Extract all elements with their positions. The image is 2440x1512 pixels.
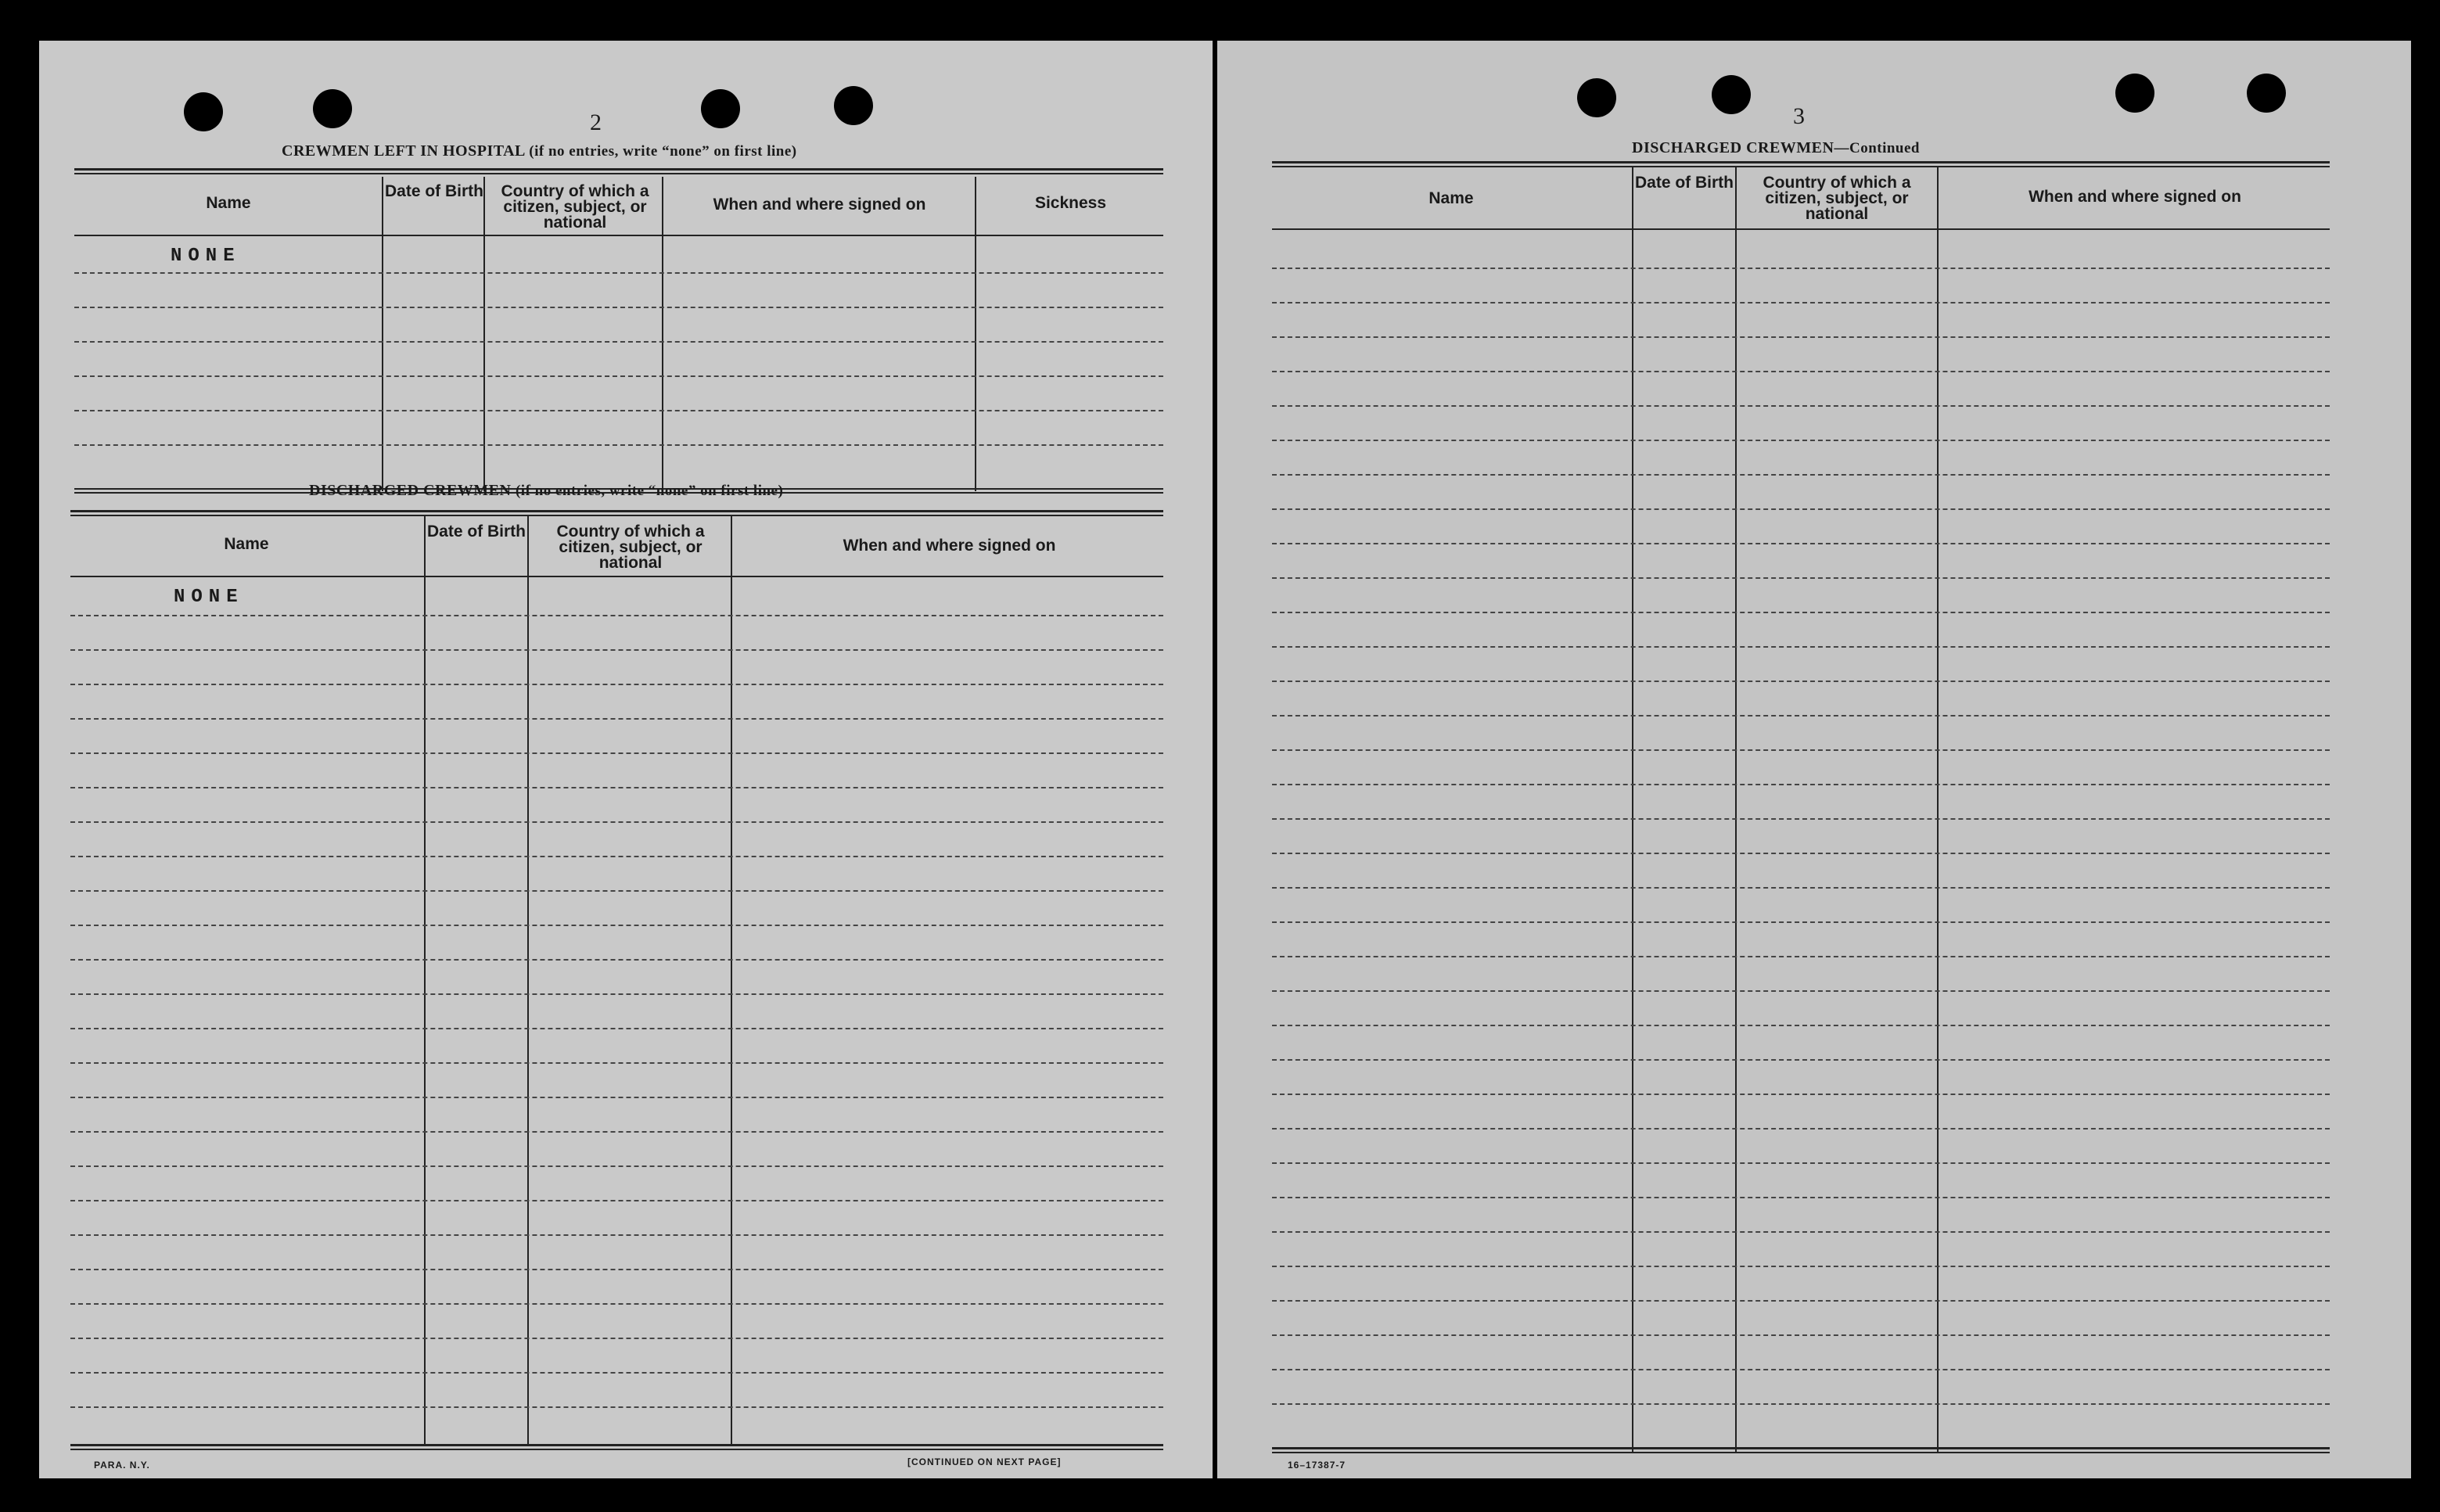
hospital-first-entry: NONE bbox=[171, 246, 241, 267]
entry-line bbox=[1272, 1094, 2330, 1095]
header-rule bbox=[1272, 228, 2330, 230]
entry-line bbox=[1272, 543, 2330, 544]
col-header-signed-on: When and where signed on bbox=[713, 196, 926, 214]
entry-line bbox=[70, 1062, 1163, 1064]
double-rule bbox=[70, 510, 1163, 512]
continued-title-suffix: —Continued bbox=[1834, 140, 1920, 156]
entry-line bbox=[70, 1338, 1163, 1339]
double-rule bbox=[1272, 166, 2330, 167]
entry-line bbox=[1272, 268, 2330, 269]
col-header-dob: Date of Birth bbox=[385, 182, 483, 200]
entry-line bbox=[70, 649, 1163, 651]
entry-line bbox=[74, 444, 1163, 446]
col-header-signed-on: When and where signed on bbox=[843, 537, 1056, 555]
entry-line bbox=[1272, 1369, 2330, 1370]
entry-line bbox=[74, 410, 1163, 411]
column-divider bbox=[424, 516, 426, 1446]
right-page bbox=[1217, 41, 2411, 1478]
page-number: 3 bbox=[1793, 103, 1805, 129]
discharged-first-entry: NONE bbox=[174, 587, 244, 608]
double-rule bbox=[1272, 1447, 2330, 1449]
punch-hole bbox=[701, 89, 740, 128]
entry-line bbox=[1272, 1231, 2330, 1233]
entry-line bbox=[1272, 646, 2330, 648]
continued-title-text: DISCHARGED CREWMEN bbox=[1632, 139, 1834, 156]
entry-line bbox=[1272, 1403, 2330, 1405]
entry-line bbox=[70, 718, 1163, 720]
continued-note: [CONTINUED ON NEXT PAGE] bbox=[907, 1456, 1062, 1467]
column-divider bbox=[527, 516, 529, 1446]
entry-line bbox=[1272, 887, 2330, 889]
hospital-title-note: (if no entries, write “none” on first line) bbox=[529, 143, 797, 160]
col-header-name: Name bbox=[224, 535, 269, 553]
entry-line bbox=[70, 1028, 1163, 1029]
entry-line bbox=[70, 787, 1163, 788]
entry-line bbox=[1272, 405, 2330, 407]
punch-hole bbox=[2247, 74, 2286, 113]
punch-hole bbox=[834, 86, 873, 125]
punch-hole bbox=[1577, 78, 1616, 117]
entry-line bbox=[1272, 577, 2330, 579]
discharged-continued-title bbox=[1632, 139, 1920, 157]
entry-line bbox=[1272, 1197, 2330, 1198]
col-header-country: Country of which a citizen, subject, or national bbox=[1763, 174, 1911, 223]
entry-line bbox=[1272, 681, 2330, 682]
entry-line bbox=[70, 890, 1163, 892]
form-number: 16–17387-7 bbox=[1288, 1460, 1346, 1471]
entry-line bbox=[1272, 371, 2330, 372]
entry-line bbox=[70, 1165, 1163, 1167]
punch-hole bbox=[313, 89, 352, 128]
printer-mark: PARA. N.Y. bbox=[94, 1460, 150, 1471]
entry-line bbox=[1272, 1334, 2330, 1336]
discharged-title-text: DISCHARGED CREWMEN bbox=[309, 482, 512, 499]
entry-line bbox=[74, 341, 1163, 343]
entry-line bbox=[1272, 784, 2330, 785]
entry-line bbox=[1272, 921, 2330, 923]
page-number: 2 bbox=[590, 110, 602, 135]
entry-line bbox=[70, 993, 1163, 995]
entry-line bbox=[1272, 715, 2330, 716]
double-rule bbox=[1272, 161, 2330, 163]
discharged-title-note: (if no entries, write “none” on first line) bbox=[515, 483, 784, 499]
double-rule bbox=[74, 173, 1163, 174]
entry-line bbox=[1272, 474, 2330, 476]
double-rule bbox=[1272, 1452, 2330, 1453]
entry-line bbox=[1272, 818, 2330, 820]
discharged-section-title bbox=[309, 482, 783, 500]
entry-line bbox=[1272, 1266, 2330, 1267]
entry-line bbox=[1272, 956, 2330, 957]
entry-line bbox=[1272, 1300, 2330, 1302]
double-rule bbox=[74, 168, 1163, 171]
entry-line bbox=[1272, 990, 2330, 992]
col-header-dob: Date of Birth bbox=[1635, 174, 1734, 192]
hospital-title-text: CREWMEN LEFT IN HOSPITAL bbox=[282, 142, 525, 160]
entry-line bbox=[70, 856, 1163, 857]
col-header-country: Country of which a citizen, subject, or national bbox=[556, 523, 705, 572]
column-divider bbox=[1735, 167, 1737, 1453]
entry-line bbox=[1272, 853, 2330, 854]
column-divider bbox=[731, 516, 732, 1446]
entry-line bbox=[70, 1234, 1163, 1236]
entry-line bbox=[70, 684, 1163, 685]
double-rule bbox=[70, 1449, 1163, 1450]
entry-line bbox=[70, 1200, 1163, 1201]
entry-line bbox=[1272, 1162, 2330, 1164]
column-divider bbox=[1937, 167, 1939, 1453]
entry-line bbox=[1272, 336, 2330, 338]
entry-line bbox=[1272, 1059, 2330, 1061]
col-header-name: Name bbox=[1428, 189, 1474, 207]
col-header-name: Name bbox=[206, 194, 251, 212]
entry-line bbox=[70, 925, 1163, 926]
col-header-signed-on: When and where signed on bbox=[2029, 188, 2241, 206]
left-page bbox=[39, 41, 1213, 1478]
entry-line bbox=[1272, 508, 2330, 510]
column-divider bbox=[1632, 167, 1633, 1453]
entry-line bbox=[1272, 1025, 2330, 1026]
entry-line bbox=[74, 375, 1163, 377]
entry-line bbox=[70, 615, 1163, 616]
entry-line bbox=[70, 1269, 1163, 1270]
entry-line bbox=[1272, 612, 2330, 613]
entry-line bbox=[70, 752, 1163, 754]
header-rule bbox=[74, 235, 1163, 236]
col-header-country: Country of which a citizen, subject, or national bbox=[501, 182, 649, 232]
punch-hole bbox=[184, 92, 223, 131]
entry-line bbox=[70, 821, 1163, 823]
entry-line bbox=[1272, 440, 2330, 441]
entry-line bbox=[1272, 1128, 2330, 1130]
hospital-section-title bbox=[282, 142, 797, 160]
col-header-sickness: Sickness bbox=[1034, 194, 1107, 212]
entry-line bbox=[70, 1372, 1163, 1374]
double-rule bbox=[70, 515, 1163, 516]
entry-line bbox=[70, 1097, 1163, 1098]
entry-line bbox=[70, 1303, 1163, 1305]
entry-line bbox=[1272, 749, 2330, 751]
entry-line bbox=[70, 959, 1163, 961]
punch-hole bbox=[1712, 75, 1751, 114]
col-header-dob: Date of Birth bbox=[427, 523, 526, 541]
header-rule bbox=[70, 576, 1163, 577]
entry-line bbox=[70, 1131, 1163, 1133]
double-rule bbox=[70, 1444, 1163, 1446]
entry-line bbox=[74, 307, 1163, 308]
punch-hole bbox=[2115, 74, 2154, 113]
entry-line bbox=[1272, 302, 2330, 303]
entry-line bbox=[74, 272, 1163, 274]
entry-line bbox=[70, 1406, 1163, 1408]
